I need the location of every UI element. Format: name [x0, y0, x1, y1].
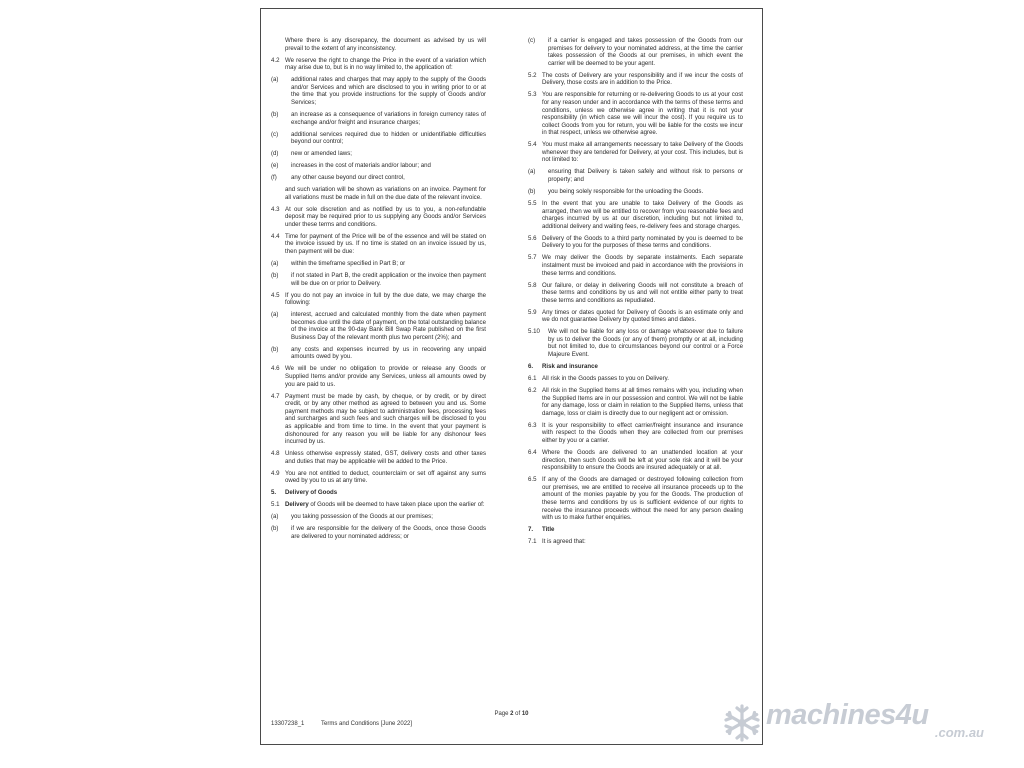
clause-4-6: 4.6 We will be under no obligation to provide or release any Goods or Supplied Items and/or provide any Services, unless all amounts owed by you are paid to us.: [271, 365, 486, 388]
clause-4-4-a: (a) within the timeframe specified in Part B; or: [271, 259, 406, 267]
clause-5-6: 5.6 Delivery of the Goods to a third party nominated by you is deemed to be Delivery to you for the purposes of these terms and conditions.: [528, 234, 743, 250]
clause-6-2: 6.2 All risk in the Supplied Items at all times remains with you, including when the Supplied Items are in our possession and control. We will not be liable for any damage, loss or claim in relation to the Supplied Items, unless that damage, loss or claim is directly due to our negligent act or omission.: [528, 387, 743, 417]
clause-4-2-d: (d) new or amended laws;: [271, 150, 352, 158]
section-heading-5: 5. Delivery of Goods: [271, 489, 338, 497]
clause-5-1-b: (b) if we are responsible for the delivery of the Goods, once those Goods are delivered to your nominated address; or: [271, 525, 486, 540]
clause-4-2: 4.2 We reserve the right to change the Price in the event of a variation which may arise due to, but is in no way limited to, the application of:: [271, 56, 486, 72]
clause-4-2-e: (e) increases in the cost of materials and/or labour; and: [271, 162, 431, 170]
clause-4-8: 4.8 Unless otherwise expressly stated, GST, delivery costs and other taxes and duties that may be applicable will be added to the Price.: [271, 450, 486, 465]
clause-6-4: 6.4 Where the Goods are delivered to an unattended location at your direction, then such Goods will be left at your sole risk and it will be your responsibility to ensure the Goods are insured adequately or at all.: [528, 448, 743, 472]
section-heading-7: 7. Title: [528, 526, 555, 534]
right-column: [528, 37, 743, 550]
machines4u-watermark: [722, 699, 992, 743]
clause-5-4-b: (b) you being solely responsible for the unloading the Goods.: [528, 188, 704, 196]
document-id: 13307238_1: [271, 721, 305, 727]
clause-4-2-b: (b) an increase as a consequence of variations in foreign currency rates of exchange and/or freight and insurance charges;: [271, 110, 486, 126]
clause-4-5: 4.5 If you do not pay an invoice in full by the due date, we may charge the following:: [271, 291, 486, 307]
clause-5-2: 5.2 The costs of Delivery are your responsibility and if we incur the costs of Delivery, those costs are in addition to the Price.: [528, 71, 743, 87]
clause-4-2-continuation: and such variation will be shown as variations on an invoice. Payment for all variations must be made in full on the due date of the relevant invoice.: [285, 186, 486, 201]
clause-5-4: 5.4 You must make all arrangements necessary to take Delivery of the Goods whenever they are tendered for Delivery, at your cost. This includes, but is not limited to:: [528, 141, 743, 164]
clause-6-5: 6.5 If any of the Goods are damaged or destroyed following collection from our premises, we are entitled to receive all insurance proceeds up to the amount of the monies payable by you for the Goods. The production of these terms and conditions by us is sufficient evidence of our rights to receive the insurance proceeds without the need for any person dealing with us to make further enquiries.: [528, 476, 743, 522]
left-column: [271, 37, 486, 545]
clause-number: 4.2: [271, 56, 280, 64]
document-title: Terms and Conditions [June 2022]: [321, 721, 413, 727]
section-heading-6: 6. Risk and insurance: [528, 363, 598, 371]
document-page: [260, 8, 763, 745]
clause-5-10: 5.10 We will not be liable for any loss or damage whatsoever due to failure by us to deliver the Goods (or any of them) promptly or at all, including but not limited to, due to circumstances beyond our control or a Force Majeure Event.: [528, 328, 743, 359]
page-number: Page 2 of 10: [494, 711, 529, 717]
clause-5-3: 5.3 You are responsible for returning or re-delivering Goods to us at your cost for any reason under and in accordance with the terms of these terms and conditions, unless we otherwise agree in writing that it is not your responsibility (in which case we will incur the cost). If you require us to collect Goods from you for return, you will be liable for the costs we incur in that respect, unless we otherwise agree.: [528, 91, 743, 137]
clause-4-9: 4.9 You are not entitled to deduct, counterclaim or set off against any sums owed by you to us at any time.: [271, 469, 486, 485]
clause-5-4-a: (a) ensuring that Delivery is taken safely and without risk to persons or property; and: [528, 168, 743, 184]
clause-4-2-a: (a) additional rates and charges that may apply to the supply of the Goods and/or Services and which are disclosed to you in writing prior to or at the time that you provide instructions for the supply of Goods and/or Services;: [271, 76, 486, 106]
clause-5-1-a: (a) you taking possession of the Goods at our premises;: [271, 513, 433, 521]
clause-5-8: 5.8 Our failure, or delay in delivering Goods will not constitute a breach of these terms and conditions by us and will not entitle either party to treat these terms and conditions as repudiated.: [528, 281, 743, 304]
clause-7-1: 7.1 It is agreed that:: [528, 538, 586, 546]
snowflake-gear-icon: [722, 703, 762, 743]
paragraph-discrepancy: Where there is any discrepancy, the document as advised by us will prevail to the extent of any inconsistency.: [285, 37, 486, 52]
clause-5-7: 5.7 We may deliver the Goods by separate instalments. Each separate instalment must be invoiced and paid in accordance with the provisions in these terms and conditions.: [528, 254, 743, 277]
clause-6-1: 6.1 All risk in the Goods passes to you on Delivery.: [528, 375, 669, 383]
clause-4-5-a: (a) interest, accrued and calculated monthly from the date when payment becomes due until the date of payment, on the total outstanding balance of the invoice at the 90-day Bank Bill Swap Rate published on the first Business Day of the relevant month plus two percent (2%); and: [271, 311, 486, 341]
clause-5-1-c: (c) if a carrier is engaged and takes possession of the Goods from our premises for delivery to your nominated address, at the time the carrier takes possession of the Goods at our premises, in which event the carrier will be deemed to be your agent.: [528, 37, 743, 67]
clause-4-2-f: (f) any other cause beyond our direct control,: [271, 174, 405, 182]
brand-name: machines4u: [766, 699, 929, 731]
brand-domain: .com.au: [934, 725, 984, 740]
clause-6-3: 6.3 It is your responsibility to effect carrier/freight insurance and insurance with respect to the Goods when they are collected from our premises either by you or a carrier.: [528, 421, 743, 444]
clause-5-5: 5.5 In the event that you are unable to take Delivery of the Goods as arranged, then we will be entitled to recover from you reasonable fees and charges incurred by us at our discretion, including but not limited to, additional delivery and waiting fees, re-delivery fees and storage charges.: [528, 200, 743, 230]
clause-4-3: 4.3 At our sole discretion and as notified by us to you, a non-refundable deposit may be required prior to us supplying any Goods and/or Services under these terms and conditions.: [271, 205, 486, 228]
clause-4-2-c: (c) additional services required due to hidden or unidentifiable difficulties beyond our control;: [271, 130, 486, 146]
clause-4-4: 4.4 Time for payment of the Price will be of the essence and will be stated on the invoice issued by us. If no time is stated on an invoice issued by us, then payment will be due:: [271, 232, 486, 255]
clause-5-9: 5.9 Any times or dates quoted for Delivery of Goods is an estimate only and we do not guarantee Delivery by quoted times and dates.: [528, 308, 743, 324]
clause-4-5-b: (b) any costs and expenses incurred by us in recovering any unpaid amounts owed by you.: [271, 345, 486, 361]
clause-5-1: 5.1 Delivery of Goods will be deemed to have taken place upon the earlier of:: [271, 501, 485, 509]
clause-4-7: 4.7 Payment must be made by cash, by cheque, or by credit, or by direct credit, or by any other method as agreed to between you and us. Some payment methods may be subject to administration fees, processing fees and surcharges and such fees and such charges will be disclosed to you as applicable and from time to time. In the event that your payment is dishonoured for any reason you will be liable for any dishonour fees incurred by us.: [271, 392, 486, 446]
clause-4-4-b: (b) if not stated in Part B, the credit application or the invoice then payment will be due on or prior to Delivery.: [271, 271, 486, 287]
